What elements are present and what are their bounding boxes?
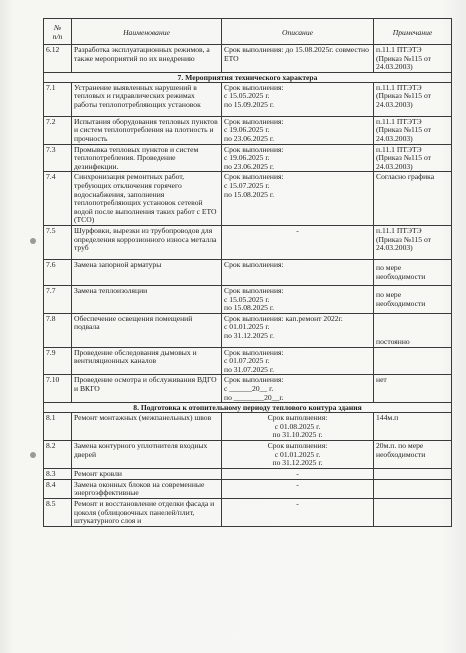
- punch-hole-mark: [30, 452, 36, 458]
- cell-note: [374, 479, 452, 498]
- table-row: [44, 45, 452, 73]
- table-row: [44, 82, 452, 116]
- cell-name: Замена оконных блоков на современные энергоэффективные: [72, 479, 222, 498]
- table-row: [44, 347, 452, 375]
- cell-desc: -: [222, 499, 374, 527]
- table-body: [44, 45, 452, 527]
- cell-name: Разработка эксплуатационных режимов, а также мероприятий по их внедрению: [72, 45, 222, 73]
- cell-desc: Срок выполнения: до 15.08.2025г. совместно ЕТО: [222, 45, 374, 73]
- cell-num: 8.5: [44, 499, 72, 527]
- cell-name: Замена контурного уплотнителя входных дверей: [72, 441, 222, 469]
- header-name: Наименование: [72, 19, 222, 45]
- cell-num: 6.12: [44, 45, 72, 73]
- section-8-header: [44, 403, 452, 413]
- cell-num: 7.9: [44, 347, 72, 375]
- cell-num: 7.7: [44, 285, 72, 313]
- cell-num: 7.4: [44, 172, 72, 226]
- cell-desc: -: [222, 225, 374, 259]
- cell-num: 8.4: [44, 479, 72, 498]
- cell-note: [374, 468, 452, 479]
- table-row: [44, 468, 452, 479]
- table-row: [44, 172, 452, 226]
- cell-name: Шурфовки, вырезки из трубопроводов для определения коррозионного износа металла труб: [72, 225, 222, 259]
- table-row: [44, 479, 452, 498]
- cell-note: п.11.1 ПТЭТЭ (Приказ №115 от 24.03.2003): [374, 82, 452, 116]
- cell-note: постоянно: [374, 313, 452, 347]
- cell-num: 7.2: [44, 116, 72, 144]
- table-row: [44, 259, 452, 285]
- cell-note: по мере необходимости: [374, 285, 452, 313]
- cell-name: Ремонт монтажных (межпанельных) швов: [72, 413, 222, 441]
- cell-name: Замена запорной арматуры: [72, 259, 222, 285]
- cell-desc: Срок выполнения: с 01.01.2025 г. по 31.12.2025 г.: [222, 441, 374, 469]
- cell-name: Проведение осмотра и обслуживания ВДГО и ВКГО: [72, 375, 222, 403]
- cell-note: [374, 347, 452, 375]
- cell-desc: Срок выполнения: с ______20__ г. по ________20__г.: [222, 375, 374, 403]
- header-desc: Описание: [222, 19, 374, 45]
- cell-name: Обеспечение освещения помещений подвала: [72, 313, 222, 347]
- cell-desc: Срок выполнения: с 19.06.2025 г. по 23.06.2025 г.: [222, 116, 374, 144]
- cell-num: 8.1: [44, 413, 72, 441]
- cell-note: Согласно графика: [374, 172, 452, 226]
- cell-note: п.11.1 ПТЭТЭ (Приказ №115 от 24.03.2003): [374, 225, 452, 259]
- cell-note: п.11.1 ПТЭТЭ (Приказ №115 от 24.03.2003): [374, 144, 452, 172]
- cell-note: [374, 499, 452, 527]
- header-note: Примечание: [374, 19, 452, 45]
- cell-name: Промывка тепловых пунктов и систем теплопотребления. Проведение дезинфекции.: [72, 144, 222, 172]
- table-row: [44, 225, 452, 259]
- cell-desc: Срок выполнения: с 15.05.2025 г. по 15.08.2025 г.: [222, 285, 374, 313]
- cell-name: Ремонт кровли: [72, 468, 222, 479]
- table-row: [44, 499, 452, 527]
- cell-name: Ремонт и восстановление отделки фасада и цоколя (облицовочных панелей/плит, штукатурного слоя и: [72, 499, 222, 527]
- table-row: [44, 375, 452, 403]
- measures-table: [43, 18, 452, 527]
- table-row: [44, 285, 452, 313]
- cell-num: 8.2: [44, 441, 72, 469]
- cell-desc: Срок выполнения: с 19.06.2025 г. по 23.06.2025 г.: [222, 144, 374, 172]
- table-header-row: [44, 19, 452, 45]
- cell-name: Испытания оборудования тепловых пунктов и систем теплопотребления на плотность и прочность: [72, 116, 222, 144]
- section-7-header-title: 7. Мероприятия технического характера: [44, 72, 452, 82]
- cell-desc: Срок выполнения:: [222, 259, 374, 285]
- cell-num: 7.8: [44, 313, 72, 347]
- table-row: [44, 144, 452, 172]
- cell-desc: Срок выполнения: с 01.07.2025 г. по 31.07.2025 г.: [222, 347, 374, 375]
- cell-desc: -: [222, 479, 374, 498]
- cell-name: Проведение обследования дымовых и вентиляционных каналов: [72, 347, 222, 375]
- cell-name: Замена теплоизоляции: [72, 285, 222, 313]
- cell-note: по мере необходимости: [374, 259, 452, 285]
- table-row: [44, 116, 452, 144]
- cell-name: Синхронизация ремонтных работ, требующих отключения горячего водоснабжения, заполнения теплопотребляющих установок сетевой водой после выполнения таких работ с ЕТО (ТСО): [72, 172, 222, 226]
- cell-note: п.11.1 ПТЭТЭ (Приказ №115 от 24.03.2003): [374, 45, 452, 73]
- cell-num: 7.5: [44, 225, 72, 259]
- cell-num: 7.1: [44, 82, 72, 116]
- table-row: [44, 313, 452, 347]
- cell-desc: Срок выполнения: с 15.07.2025 г. по 15.08.2025 г.: [222, 172, 374, 226]
- cell-note: нет: [374, 375, 452, 403]
- table-row: [44, 441, 452, 469]
- cell-desc: -: [222, 468, 374, 479]
- cell-num: 7.6: [44, 259, 72, 285]
- cell-note: 20м.п. по мере необходимости: [374, 441, 452, 469]
- section-8-header-title: 8. Подготовка к отопительному периоду теплового контура здания: [44, 403, 452, 413]
- header-num: № п/п: [44, 19, 72, 45]
- cell-num: 8.3: [44, 468, 72, 479]
- cell-note: 144м.п: [374, 413, 452, 441]
- cell-desc: Срок выполнения: с 15.05.2025 г. по 15.09.2025 г.: [222, 82, 374, 116]
- cell-num: 7.10: [44, 375, 72, 403]
- section-7-header: [44, 72, 452, 82]
- table-row: [44, 413, 452, 441]
- cell-num: 7.3: [44, 144, 72, 172]
- cell-desc: Срок выполнения: с 01.08.2025 г. по 31.10.2025 г.: [222, 413, 374, 441]
- cell-name: Устранение выявленных нарушений в тепловых и гидравлических режимах работы теплопотребляющих установок: [72, 82, 222, 116]
- punch-hole-mark: [30, 238, 36, 244]
- cell-note: п.11.1 ПТЭТЭ (Приказ №115 от 24.03.2003): [374, 116, 452, 144]
- cell-desc: Срок выполнения: кап.ремонт 2022г. с 01.01.2025 г. по 31.12.2025 г.: [222, 313, 374, 347]
